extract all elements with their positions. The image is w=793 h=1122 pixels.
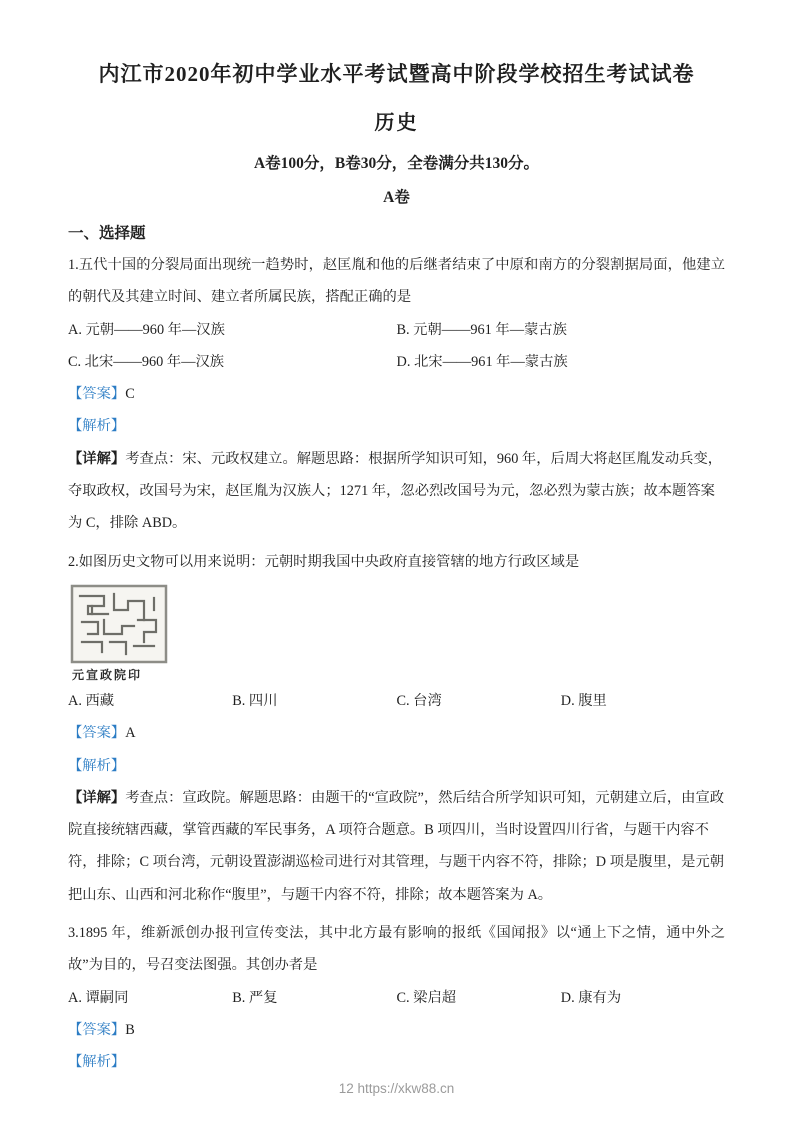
- paper-a-label: A卷: [383, 189, 410, 206]
- detail-text: 考查点：宣政院。解题思路：由题干的“宣政院”，然后结合所学知识可知，元朝建立后，由宣政院直接统辖西藏，掌管西藏的军民事务，A 项符合题意。B 项四川，当时设置四川行省，与题干内容不符，排除；C 项台湾，元朝设置澎湖巡检司进行对其管理，与题干内容不符，排除；D 项是腹里，是元朝把山东、山西和河北称作“腹里”，与题干内容不符，排除；故本题答案为 A。: [68, 789, 725, 903]
- page-footer: 12 https://xkw88.cn: [338, 1081, 455, 1096]
- option-d: D. 腹里: [560, 692, 607, 709]
- option-a: A. 元朝——960 年—汉族: [68, 321, 225, 338]
- answer-line: [68, 1014, 725, 1046]
- option-b: B. 元朝——961 年—蒙古族: [396, 321, 567, 338]
- option-d: D. 康有为: [560, 989, 622, 1006]
- answer-label: 【答案】: [68, 1021, 126, 1038]
- question-1-stem: 1.五代十国的分裂局面出现统一趋势时，赵匡胤和他的后继者结束了中原和南方的分裂割据局面，他建立的朝代及其建立时间、建立者所属民族，搭配正确的是: [68, 257, 725, 306]
- question-3-stem: 3.1895 年，维新派创办报刊宣传变法，其中北方最有影响的报纸《国闻报》以“通上下之情，通中外之故”为目的，号召变法图强。其创办者是: [68, 925, 725, 974]
- option-b: B. 严复: [232, 989, 278, 1006]
- option-b: B. 四川: [232, 692, 278, 709]
- question-3-options: [68, 982, 725, 1014]
- analysis-label: 【解析】: [68, 1054, 126, 1071]
- answer-value: B: [125, 1021, 135, 1038]
- detail-paragraph: [68, 443, 725, 540]
- question-1-options: [68, 314, 725, 379]
- seal-image: [70, 584, 168, 664]
- detail-paragraph: [68, 782, 725, 911]
- question-1: [68, 249, 725, 540]
- answer-line: [68, 717, 725, 749]
- question-2-stem: 2.如图历史文物可以用来说明：元朝时期我国中央政府直接管辖的地方行政区域是: [68, 553, 580, 570]
- analysis-label: 【解析】: [68, 757, 126, 774]
- detail-label: 【详解】: [68, 450, 126, 467]
- option-a: A. 西藏: [68, 692, 115, 709]
- answer-value: A: [125, 725, 136, 742]
- answer-line: [68, 378, 725, 410]
- score-line: A卷100分，B卷30分，全卷满分共130分。: [253, 155, 540, 172]
- answer-label: 【答案】: [68, 386, 126, 403]
- option-c: C. 梁启超: [396, 989, 457, 1006]
- answer-label: 【答案】: [68, 725, 126, 742]
- detail-label: 【详解】: [68, 789, 126, 806]
- seal-caption: 元宣政院印: [72, 667, 143, 682]
- analysis-label: 【解析】: [68, 418, 126, 435]
- option-d: D. 北宋——961 年—蒙古族: [396, 353, 568, 370]
- detail-text: 考查点：宋、元政权建立。解题思路：根据所学知识可知，960 年，后周大将赵匡胤发动兵变，夺取政权，改国号为宋，赵匡胤为汉族人；1271 年，忽必烈改国号为元，忽必烈为蒙古族；故本题答案为 C，排除 ABD。: [68, 450, 723, 532]
- doc-title: 内江市2020年初中学业水平考试暨高中阶段学校招生考试试卷: [98, 62, 695, 86]
- seal-figure: [70, 584, 180, 683]
- question-2-options: [68, 685, 725, 717]
- question-3: [68, 917, 725, 1078]
- question-2: [68, 546, 725, 911]
- doc-subject: 历史: [374, 112, 419, 134]
- answer-value: C: [125, 386, 135, 403]
- option-c: C. 北宋——960 年—汉族: [68, 353, 225, 370]
- option-a: A. 谭嗣同: [68, 989, 129, 1006]
- section-title-choice: 一、选择题: [68, 225, 146, 242]
- option-c: C. 台湾: [396, 692, 442, 709]
